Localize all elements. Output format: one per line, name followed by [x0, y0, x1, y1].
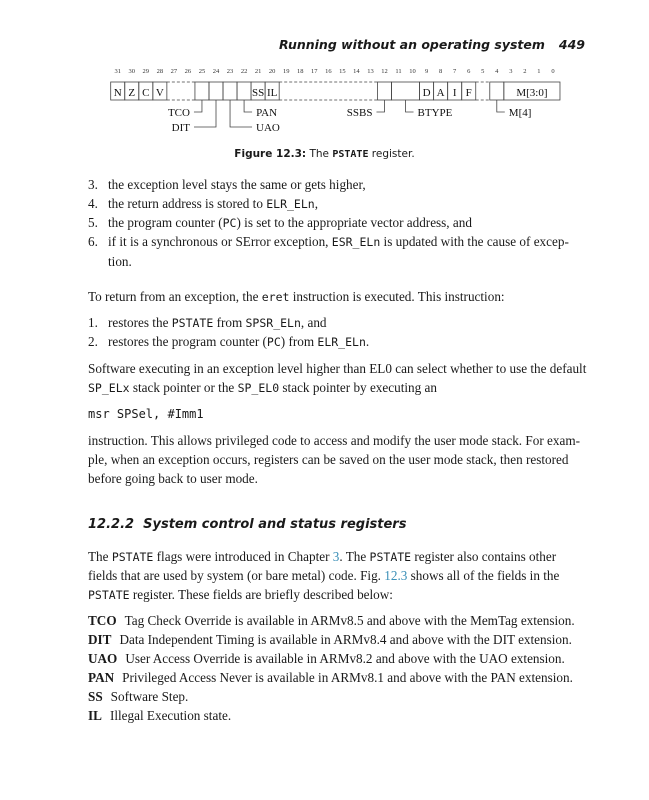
- bit-number: 6: [467, 68, 471, 75]
- paragraph-eret: To return from an exception, the eret instruction is executed. This instruction:: [88, 289, 505, 304]
- bit-number: 13: [367, 68, 374, 75]
- callout-line: [406, 100, 414, 112]
- definition-pan: PAN Privileged Access Never is available in ARMv8.1 and above with the PAN extension.: [88, 670, 573, 685]
- bit-number: 10: [409, 68, 416, 75]
- callout-line: [194, 100, 216, 127]
- bit-number: 22: [240, 68, 248, 75]
- bit-number: 2: [523, 68, 527, 75]
- field-label: V: [155, 87, 164, 99]
- field-label: C: [142, 87, 150, 99]
- callout-line: [244, 100, 252, 112]
- bit-number: 24: [212, 68, 220, 75]
- bit-field: [223, 82, 237, 100]
- bit-number: 5: [481, 68, 485, 75]
- callout-m4: M[4]: [508, 107, 532, 119]
- page-number: 449: [558, 37, 585, 52]
- bit-number: 28: [156, 68, 164, 75]
- bit-field: [490, 82, 504, 100]
- bit-field: [392, 82, 420, 100]
- bit-number: 7: [453, 68, 457, 75]
- caption-label: Figure 12.3:: [234, 148, 307, 160]
- field-label: SS: [251, 87, 265, 99]
- code-line: msr SPSel, #Imm1: [88, 407, 204, 421]
- field-label: M[3:0]: [516, 87, 548, 99]
- pstate-register-diagram: [0, 0, 649, 140]
- callout-btype: BTYPE: [417, 107, 453, 119]
- caption-text: The PSTATE register.: [309, 148, 415, 160]
- inline-code: eret: [261, 290, 290, 304]
- paragraph-sp-line2: SP_ELx stack pointer or the SP_EL0 stack pointer by executing an: [88, 380, 437, 395]
- bit-number: 12: [381, 68, 388, 75]
- bit-number: 8: [439, 68, 443, 75]
- callout-pan: PAN: [256, 107, 278, 119]
- list-number: 6.: [88, 234, 98, 249]
- bit-number: 11: [395, 68, 402, 75]
- list-continuation: tion.: [108, 254, 132, 269]
- list-number: 3.: [88, 177, 98, 192]
- bit-number: 19: [282, 68, 290, 75]
- callout-tco: TCO: [167, 107, 190, 119]
- chapter-link[interactable]: 3: [332, 549, 340, 564]
- bit-number: 17: [311, 68, 318, 75]
- figure-caption: [0, 148, 649, 160]
- bit-number: 30: [128, 68, 136, 75]
- definition-ss: SS Software Step.: [88, 689, 189, 704]
- bit-field: [209, 82, 223, 100]
- callout-line: [497, 100, 505, 112]
- field-label: A: [436, 87, 445, 99]
- definition-il: IL Illegal Execution state.: [88, 708, 232, 723]
- list-item: 3. the exception level stays the same or gets higher,: [88, 177, 366, 192]
- bit-field: [377, 82, 391, 100]
- field-label: D: [422, 87, 431, 99]
- definition-tco: TCO Tag Check Override is available in ARMv8.5 and above with the MemTag extension.: [88, 613, 575, 628]
- bit-number: 15: [339, 68, 346, 75]
- paragraph-pstate-line3: PSTATE register. These fields are briefly described below:: [88, 587, 393, 602]
- callout-line: [376, 100, 384, 112]
- field-label: F: [465, 87, 472, 99]
- list-item: 4. the return address is stored to ELR_ELn,: [88, 196, 318, 211]
- callout-line: [194, 100, 202, 112]
- paragraph-line: instruction. This allows privileged code to access and modify the user mode stack. For exam-: [88, 433, 580, 448]
- bit-number: 18: [296, 68, 304, 75]
- paragraph-line: before going back to user mode.: [88, 471, 258, 486]
- bit-field: [195, 82, 209, 100]
- list-number: 5.: [88, 215, 98, 230]
- paragraph-pstate-line2: fields that are used by system (or bare metal) code. Fig. 12.3 shows all of the fields in the: [88, 568, 560, 583]
- field-label: N: [113, 87, 122, 99]
- list-item: 6. if it is a synchronous or SError exception, ESR_ELn is updated with the cause of excep-: [88, 234, 569, 249]
- paragraph-sp: Software executing in an exception level higher than EL0 can select whether to use the default: [88, 361, 587, 376]
- bit-number: 25: [198, 68, 206, 75]
- field-label: I: [452, 87, 457, 99]
- list-number: 4.: [88, 196, 98, 211]
- bit-number: 29: [142, 68, 150, 75]
- bit-number: 0: [551, 68, 555, 75]
- field-label: IL: [266, 87, 278, 99]
- section-heading: 12.2.2 System control and status registers: [88, 517, 407, 532]
- bit-number: 27: [170, 68, 178, 75]
- paragraph-line: ple, when an exception occurs, registers can be saved on the user mode stack, then restored: [88, 452, 569, 467]
- definition-uao: UAO User Access Override is available in ARMv8.2 and above with the UAO extension.: [88, 651, 565, 666]
- callout-line: [230, 100, 252, 127]
- list-item: 2. restores the program counter (PC) from ELR_ELn.: [88, 334, 370, 349]
- bit-number: 20: [268, 68, 276, 75]
- callout-ssbs: SSBS: [346, 107, 373, 119]
- bit-number: 14: [353, 68, 360, 75]
- list-number: 1.: [88, 315, 98, 330]
- bit-number: 4: [495, 68, 499, 75]
- bit-number: 9: [424, 68, 429, 75]
- list-item: 5. the program counter (PC) is set to the appropriate vector address, and: [88, 215, 472, 230]
- callout-uao: UAO: [256, 122, 280, 134]
- bit-field: [237, 82, 251, 100]
- list-item: 1. restores the PSTATE from SPSR_ELn, and: [88, 315, 327, 330]
- bit-number: 26: [184, 68, 192, 75]
- figure-link[interactable]: 12.3: [384, 568, 408, 583]
- bit-number: 31: [114, 68, 121, 75]
- bit-number: 16: [325, 68, 332, 75]
- bit-number: 23: [226, 68, 234, 75]
- paragraph-pstate: The PSTATE flags were introduced in Chapter 3. The PSTATE register also contains other: [88, 549, 557, 564]
- field-label: Z: [128, 87, 136, 99]
- bit-number: 3: [509, 68, 513, 75]
- list-number: 2.: [88, 334, 98, 349]
- callout-dit: DIT: [171, 122, 190, 134]
- bit-number: 1: [537, 68, 541, 75]
- bit-number: 21: [254, 68, 262, 75]
- definition-dit: DIT Data Independent Timing is available in ARMv8.4 and above with the DIT extension.: [88, 632, 572, 647]
- header-title: Running without an operating system: [279, 37, 545, 52]
